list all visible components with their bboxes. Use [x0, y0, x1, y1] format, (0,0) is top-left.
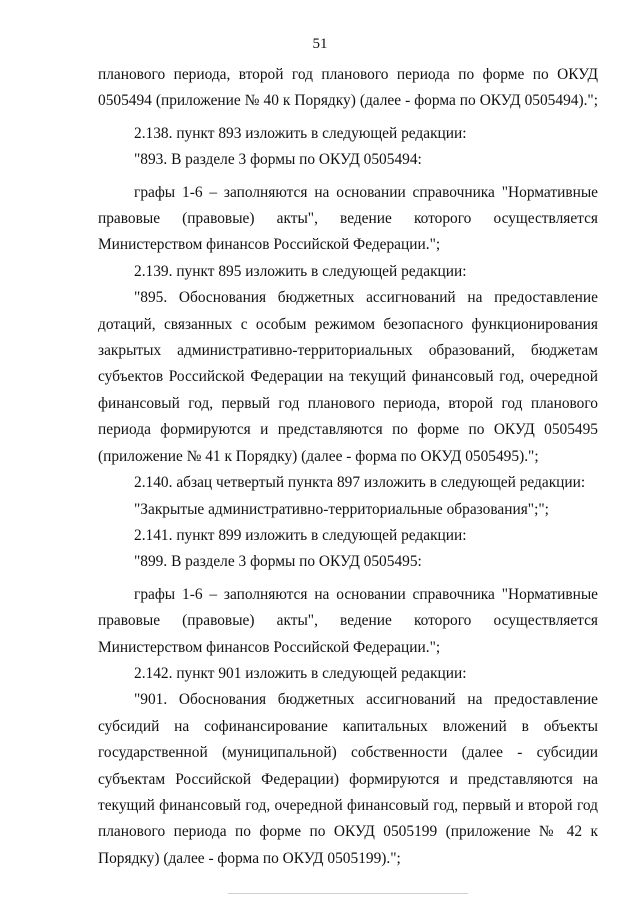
text-line: субъектам Российской Федерации) формируются и представляются на [98, 770, 598, 788]
text-line: "901. Обоснования бюджетных ассигнований на предоставление [134, 691, 598, 709]
text-line: 2.139. пункт 895 изложить в следующей редакции: [134, 262, 467, 280]
text-line: текущий финансовый год, очередной финансовый год, первый и второй год [98, 796, 598, 814]
text-line: Порядку) (далее - форма по ОКУД 0505199)."; [98, 849, 401, 867]
text-line: "899. В разделе 3 формы по ОКУД 0505495: [134, 553, 422, 571]
text-line: 2.142. пункт 901 изложить в следующей редакции: [134, 664, 467, 682]
text-line: 2.140. абзац четвертый пункта 897 изложить в следующей редакции: [134, 474, 586, 492]
text-line: субсидий на софинансирование капитальных вложений в объекты [98, 717, 598, 735]
text-line: субъектов Российской Федерации на текущий финансовый год, очередной [98, 368, 598, 386]
text-line: (приложение № 41 к Порядку) (далее - форма по ОКУД 0505495)."; [98, 447, 539, 465]
text-line: планового периода по форме по ОКУД 0505199 (приложение № 42 к [98, 823, 598, 841]
text-line: Министерством финансов Российской Федерации."; [98, 638, 441, 656]
text-line: Министерством финансов Российской Федерации."; [98, 236, 441, 254]
text-line: закрытых административно-территориальных образований, бюджетам [98, 342, 598, 360]
text-line: периода формируются и представляются по форме по ОКУД 0505495 [98, 421, 598, 439]
text-line: "895. Обоснования бюджетных ассигнований на предоставление [134, 289, 598, 307]
text-line: 0505494 (приложение № 40 к Порядку) (далее - форма по ОКУД 0505494)."; [98, 92, 598, 110]
text-line: дотаций, связанных с особым режимом безопасного функционирования [98, 315, 598, 333]
text-line: правовые (правовые) акты", ведение которого осуществляется [98, 612, 598, 630]
text-line: финансовый год, первый год планового периода, второй год планового [98, 394, 598, 412]
text-line: графы 1-6 – заполняются на основании справочника "Нормативные [134, 585, 598, 603]
scan-artifact-line [228, 893, 468, 894]
text-line: "Закрытые административно-территориальные образования";"; [134, 500, 549, 518]
text-line: правовые (правовые) акты", ведение которого осуществляется [98, 210, 598, 228]
text-line: "893. В разделе 3 формы по ОКУД 0505494: [134, 151, 422, 169]
text-line: 2.138. пункт 893 изложить в следующей редакции: [134, 124, 467, 142]
text-line: планового периода, второй год планового периода по форме по ОКУД [98, 66, 598, 83]
text-line: 2.141. пункт 899 изложить в следующей редакции: [134, 526, 467, 544]
text-line: государственной (муниципальной) собственности (далее - субсидии [98, 744, 598, 762]
text-line: графы 1-6 – заполняются на основании справочника "Нормативные [134, 183, 598, 201]
page-number: 51 [312, 36, 328, 52]
document-body [98, 62, 598, 872]
